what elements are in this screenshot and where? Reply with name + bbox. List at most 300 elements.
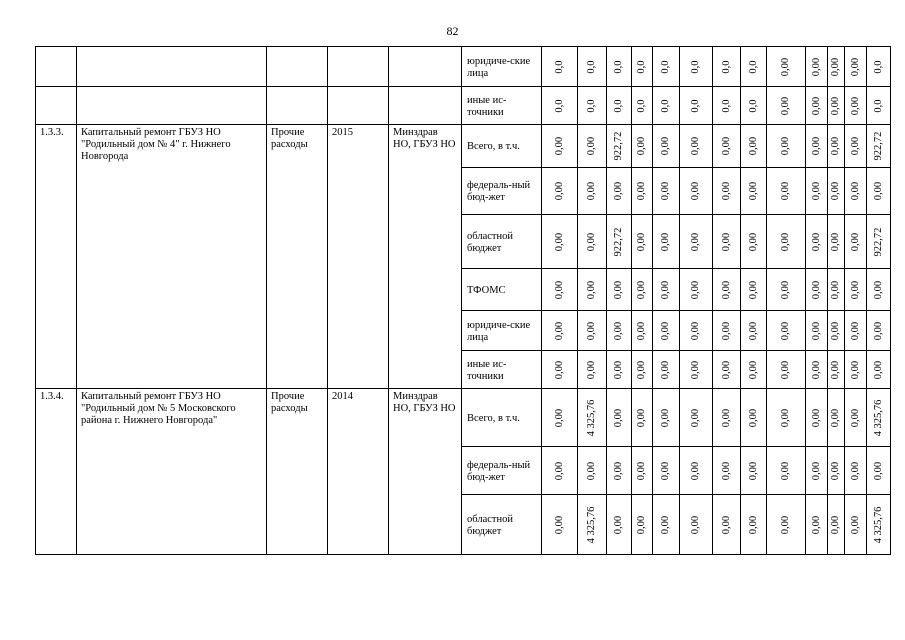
executor [389, 47, 462, 87]
value-cell [578, 125, 607, 168]
value-cell [828, 389, 845, 447]
value-cell [542, 311, 578, 351]
year [328, 47, 389, 87]
value-text: 0,00 [636, 232, 647, 251]
value-cell [542, 389, 578, 447]
value-text: 0,0 [720, 98, 732, 113]
funding-source: федераль-ный бюд-жет [462, 168, 542, 215]
value-cell [653, 447, 680, 495]
value-text: 922,72 [613, 131, 624, 161]
table-row [36, 389, 891, 447]
value-cell [767, 351, 806, 389]
value-cell [828, 168, 845, 215]
budget-table [35, 46, 891, 555]
value-cell [680, 269, 713, 311]
value-cell [806, 125, 828, 168]
value-cell [653, 495, 680, 555]
value-text: 0,0 [690, 98, 701, 113]
value-text: 0,00 [810, 57, 822, 76]
table-row [36, 47, 891, 87]
value-text: 0,00 [613, 515, 624, 534]
value-cell [680, 311, 713, 351]
value-text: 0,00 [830, 515, 841, 534]
value-text: 0,00 [660, 515, 671, 534]
value-text: 0,00 [780, 96, 791, 115]
value-text: 0,00 [553, 321, 565, 340]
value-cell [741, 215, 767, 269]
value-cell [713, 311, 741, 351]
value-text: 0,00 [747, 321, 759, 340]
value-text: 0,00 [872, 181, 884, 201]
value-text: 4 325,76 [872, 399, 884, 436]
row-id: 1.3.4. [36, 389, 77, 555]
table-row [36, 87, 891, 125]
value-cell [607, 87, 632, 125]
value-cell [653, 269, 680, 311]
value-text: 0,00 [720, 181, 732, 201]
table-row [36, 125, 891, 168]
value-cell [680, 351, 713, 389]
value-text: 0,00 [849, 321, 861, 340]
value-cell [828, 215, 845, 269]
value-cell [632, 389, 653, 447]
value-cell [542, 47, 578, 87]
value-cell [741, 269, 767, 311]
value-cell [845, 351, 867, 389]
value-cell [845, 269, 867, 311]
value-text: 0,00 [720, 408, 732, 427]
value-text: 0,00 [613, 181, 624, 201]
value-cell [578, 495, 607, 555]
value-cell [806, 495, 828, 555]
value-cell [767, 311, 806, 351]
value-text: 0,00 [830, 360, 841, 379]
value-text: 0,00 [690, 181, 701, 201]
value-cell [806, 87, 828, 125]
value-cell [653, 215, 680, 269]
value-text: 0,0 [872, 98, 884, 113]
value-cell [653, 168, 680, 215]
value-text: 0,00 [660, 461, 671, 480]
value-cell [607, 47, 632, 87]
value-text: 0,00 [613, 280, 624, 299]
expense-type: Прочие расходы [267, 389, 328, 555]
value-text: 0,00 [720, 136, 732, 156]
year: 2014 [328, 389, 389, 555]
value-cell [607, 311, 632, 351]
value-text: 0,00 [660, 321, 671, 340]
value-cell [828, 311, 845, 351]
value-cell [680, 447, 713, 495]
value-cell [542, 168, 578, 215]
value-cell [828, 495, 845, 555]
value-cell [741, 47, 767, 87]
funding-source: Всего, в т.ч. [462, 389, 542, 447]
value-cell [713, 495, 741, 555]
value-text: 0,00 [690, 360, 701, 379]
item-name: Капитальный ремонт ГБУЗ НО "Родильный дом № 4" г. Нижнего Новгорода [77, 125, 267, 389]
value-text: 0,00 [810, 461, 822, 480]
value-cell [680, 47, 713, 87]
value-cell [542, 447, 578, 495]
value-cell [542, 215, 578, 269]
value-text: 0,00 [690, 280, 701, 299]
value-text: 0,00 [690, 232, 701, 251]
value-cell [607, 215, 632, 269]
value-cell [542, 495, 578, 555]
value-cell [845, 47, 867, 87]
value-cell [741, 125, 767, 168]
value-cell [806, 269, 828, 311]
value-cell [632, 125, 653, 168]
value-cell [867, 351, 891, 389]
value-text: 0,00 [872, 461, 884, 480]
value-cell [607, 269, 632, 311]
value-cell [845, 125, 867, 168]
value-cell [680, 168, 713, 215]
value-text: 0,0 [747, 98, 759, 113]
value-cell [713, 168, 741, 215]
value-text: 0,00 [553, 280, 565, 299]
value-text: 0,0 [586, 98, 597, 113]
value-text: 0,00 [747, 232, 759, 251]
value-text: 0,00 [747, 461, 759, 480]
value-cell [806, 351, 828, 389]
value-text: 0,0 [636, 59, 647, 74]
value-text: 0,00 [780, 232, 791, 251]
value-cell [845, 311, 867, 351]
value-text: 0,00 [849, 360, 861, 379]
value-cell [632, 269, 653, 311]
value-cell [680, 125, 713, 168]
value-cell [806, 447, 828, 495]
value-text: 0,00 [553, 181, 565, 201]
value-text: 0,00 [872, 280, 884, 299]
value-cell [741, 495, 767, 555]
value-cell [828, 447, 845, 495]
value-cell [828, 125, 845, 168]
value-cell [767, 125, 806, 168]
value-cell [578, 389, 607, 447]
value-text: 0,0 [636, 98, 647, 113]
value-text: 0,00 [780, 321, 791, 340]
value-text: 4 325,76 [872, 506, 884, 543]
value-cell [713, 447, 741, 495]
value-text: 0,0 [660, 59, 671, 74]
funding-source: областной бюджет [462, 215, 542, 269]
funding-source: федераль-ный бюд-жет [462, 447, 542, 495]
value-text: 0,00 [720, 321, 732, 340]
value-cell [542, 125, 578, 168]
value-text: 0,00 [849, 96, 861, 115]
value-text: 0,00 [780, 181, 791, 201]
value-text: 0,00 [586, 280, 597, 299]
value-text: 0,00 [660, 181, 671, 201]
value-cell [867, 311, 891, 351]
value-text: 0,0 [553, 98, 565, 113]
value-text: 0,00 [720, 515, 732, 534]
value-cell [578, 168, 607, 215]
value-cell [845, 389, 867, 447]
value-text: 0,00 [849, 515, 861, 534]
value-cell [653, 351, 680, 389]
executor: Минздрав НО, ГБУЗ НО [389, 389, 462, 555]
value-cell [578, 447, 607, 495]
value-text: 0,00 [747, 136, 759, 156]
value-text: 0,00 [849, 136, 861, 156]
value-cell [632, 215, 653, 269]
value-text: 0,00 [553, 360, 565, 379]
value-text: 0,00 [636, 321, 647, 340]
value-cell [845, 168, 867, 215]
value-cell [767, 269, 806, 311]
funding-source: иные ис-точники [462, 87, 542, 125]
value-text: 922,72 [872, 131, 884, 161]
value-text: 0,00 [690, 136, 701, 156]
value-cell [713, 269, 741, 311]
value-cell [632, 47, 653, 87]
value-cell [828, 47, 845, 87]
value-text: 4 325,76 [586, 506, 597, 543]
value-text: 0,00 [830, 408, 841, 427]
executor: Минздрав НО, ГБУЗ НО [389, 125, 462, 389]
value-cell [542, 351, 578, 389]
value-text: 0,00 [690, 408, 701, 427]
value-text: 0,00 [849, 408, 861, 427]
value-text: 0,00 [660, 280, 671, 299]
value-text: 0,0 [747, 59, 759, 74]
value-cell [607, 351, 632, 389]
value-text: 0,00 [810, 321, 822, 340]
value-cell [806, 215, 828, 269]
value-text: 0,00 [613, 321, 624, 340]
value-text: 0,00 [553, 461, 565, 480]
value-text: 0,00 [613, 360, 624, 379]
value-text: 0,00 [613, 408, 624, 427]
value-cell [542, 269, 578, 311]
value-text: 0,00 [830, 136, 841, 156]
value-cell [607, 125, 632, 168]
value-text: 0,00 [830, 321, 841, 340]
value-cell [845, 447, 867, 495]
value-text: 0,00 [690, 515, 701, 534]
value-text: 0,00 [810, 515, 822, 534]
value-text: 0,00 [586, 136, 597, 156]
value-cell [806, 389, 828, 447]
value-text: 922,72 [872, 227, 884, 256]
value-cell [767, 47, 806, 87]
value-cell [741, 311, 767, 351]
value-cell [653, 125, 680, 168]
value-text: 0,00 [780, 280, 791, 299]
value-text: 0,0 [586, 59, 597, 74]
value-cell [578, 311, 607, 351]
value-cell [578, 269, 607, 311]
value-cell [741, 168, 767, 215]
value-text: 0,00 [872, 321, 884, 340]
value-cell [867, 215, 891, 269]
value-cell [867, 447, 891, 495]
value-text: 0,00 [586, 181, 597, 201]
value-cell [578, 87, 607, 125]
row-id: 1.3.3. [36, 125, 77, 389]
value-text: 0,00 [660, 136, 671, 156]
value-text: 0,00 [586, 232, 597, 251]
value-text: 0,0 [660, 98, 671, 113]
funding-source: иные ис-точники [462, 351, 542, 389]
value-cell [680, 215, 713, 269]
value-cell [741, 389, 767, 447]
value-text: 0,00 [553, 136, 565, 156]
value-cell [713, 389, 741, 447]
value-text: 0,00 [849, 181, 861, 201]
value-cell [607, 495, 632, 555]
value-cell [767, 447, 806, 495]
value-cell [713, 351, 741, 389]
value-cell [741, 87, 767, 125]
value-cell [607, 168, 632, 215]
value-cell [578, 215, 607, 269]
value-text: 0,0 [613, 59, 624, 74]
value-text: 0,00 [636, 360, 647, 379]
value-cell [867, 168, 891, 215]
value-cell [713, 87, 741, 125]
value-text: 0,00 [849, 461, 861, 480]
value-cell [767, 168, 806, 215]
value-text: 0,00 [636, 280, 647, 299]
value-text: 0,0 [613, 98, 624, 113]
value-text: 0,00 [636, 136, 647, 156]
value-cell [767, 389, 806, 447]
value-cell [828, 269, 845, 311]
value-cell [680, 87, 713, 125]
value-cell [653, 87, 680, 125]
value-text: 0,00 [849, 232, 861, 251]
funding-source: ТФОМС [462, 269, 542, 311]
item-name: Капитальный ремонт ГБУЗ НО "Родильный дом № 5 Московского района г. Нижнего Новгорода" [77, 389, 267, 555]
value-text: 0,00 [747, 181, 759, 201]
value-cell [828, 87, 845, 125]
value-text: 0,00 [872, 360, 884, 379]
value-text: 0,0 [720, 59, 732, 74]
item-name [77, 87, 267, 125]
value-text: 0,00 [660, 232, 671, 251]
value-text: 0,00 [747, 280, 759, 299]
funding-source: юридиче-ские лица [462, 47, 542, 87]
value-text: 0,00 [780, 461, 791, 480]
value-cell [653, 389, 680, 447]
value-cell [632, 87, 653, 125]
value-text: 0,0 [690, 59, 701, 74]
value-cell [680, 495, 713, 555]
value-text: 0,00 [780, 408, 791, 427]
value-text: 0,00 [553, 408, 565, 427]
value-text: 922,72 [613, 227, 624, 256]
value-text: 4 325,76 [586, 399, 597, 436]
value-text: 0,00 [636, 408, 647, 427]
value-cell [867, 87, 891, 125]
value-text: 0,00 [830, 461, 841, 480]
value-text: 0,00 [830, 181, 841, 201]
value-text: 0,00 [810, 360, 822, 379]
value-text: 0,00 [690, 321, 701, 340]
value-cell [653, 47, 680, 87]
value-cell [632, 495, 653, 555]
value-cell [767, 87, 806, 125]
expense-type: Прочие расходы [267, 125, 328, 389]
funding-source: областной бюджет [462, 495, 542, 555]
value-cell [680, 389, 713, 447]
value-text: 0,00 [780, 360, 791, 379]
value-text: 0,00 [586, 321, 597, 340]
value-cell [713, 215, 741, 269]
value-text: 0,00 [810, 232, 822, 251]
value-cell [741, 351, 767, 389]
value-cell [767, 215, 806, 269]
value-cell [542, 87, 578, 125]
value-text: 0,00 [830, 57, 841, 76]
value-text: 0,00 [810, 280, 822, 299]
value-cell [806, 311, 828, 351]
value-cell [767, 495, 806, 555]
value-text: 0,00 [810, 96, 822, 115]
value-cell [867, 495, 891, 555]
value-text: 0,00 [613, 461, 624, 480]
value-cell [713, 125, 741, 168]
value-cell [806, 168, 828, 215]
funding-source: юридиче-ские лица [462, 311, 542, 351]
value-cell [806, 47, 828, 87]
value-text: 0,00 [660, 408, 671, 427]
value-text: 0,00 [849, 280, 861, 299]
value-text: 0,00 [830, 280, 841, 299]
value-text: 0,00 [849, 57, 861, 76]
value-cell [867, 47, 891, 87]
value-text: 0,00 [810, 136, 822, 156]
value-text: 0,00 [747, 360, 759, 379]
row-id [36, 47, 77, 87]
value-text: 0,0 [553, 59, 565, 74]
value-text: 0,00 [553, 515, 565, 534]
value-cell [607, 389, 632, 447]
value-cell [845, 495, 867, 555]
value-cell [741, 447, 767, 495]
value-text: 0,00 [747, 408, 759, 427]
value-cell [653, 311, 680, 351]
value-cell [578, 47, 607, 87]
expense-type [267, 87, 328, 125]
year [328, 87, 389, 125]
value-cell [713, 47, 741, 87]
value-text: 0,00 [720, 280, 732, 299]
value-text: 0,00 [830, 96, 841, 115]
value-cell [828, 351, 845, 389]
value-cell [632, 351, 653, 389]
value-cell [632, 311, 653, 351]
value-cell [578, 351, 607, 389]
value-text: 0,00 [553, 232, 565, 251]
value-cell [845, 87, 867, 125]
expense-type [267, 47, 328, 87]
value-text: 0,00 [780, 136, 791, 156]
executor [389, 87, 462, 125]
value-text: 0,00 [720, 232, 732, 251]
value-text: 0,00 [636, 515, 647, 534]
value-text: 0,00 [636, 461, 647, 480]
item-name [77, 47, 267, 87]
value-text: 0,00 [810, 408, 822, 427]
value-cell [845, 215, 867, 269]
